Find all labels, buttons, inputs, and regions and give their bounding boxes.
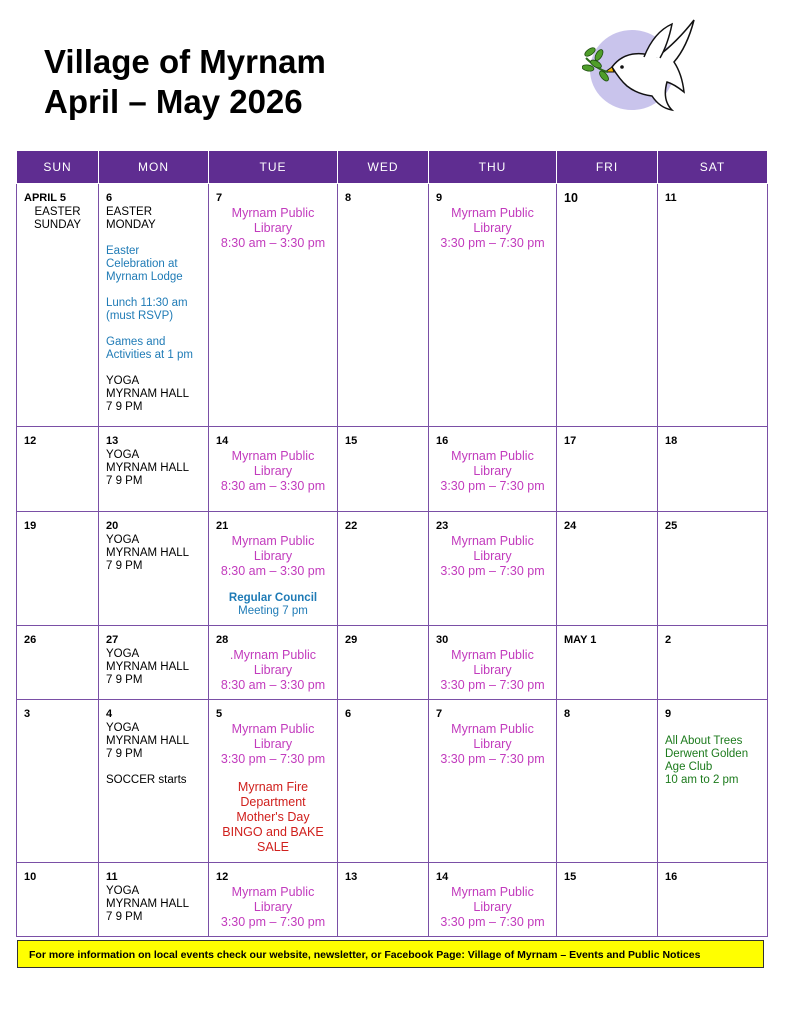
weekday-tue: TUE bbox=[209, 151, 338, 184]
day-cell-may-6: 6 bbox=[338, 700, 429, 863]
event-yoga: YOGA MYRNAM HALL 7 9 PM bbox=[106, 534, 190, 572]
dove-with-olive-branch-icon bbox=[582, 12, 702, 117]
event-library: Myrnam Public Library 3:30 pm – 7:30 pm bbox=[440, 534, 545, 578]
holiday-label: MONDAY bbox=[106, 219, 156, 231]
weekday-thu: THU bbox=[429, 151, 557, 184]
event-lunch: Lunch 11:30 am (must RSVP) bbox=[106, 297, 188, 322]
day-cell-may-3: 3 bbox=[17, 700, 99, 863]
event-yoga: YOGA MYRNAM HALL 7 9 PM bbox=[106, 648, 190, 686]
week-row-6 bbox=[17, 863, 768, 937]
day-cell-apr-20: 20 YOGA MYRNAM HALL 7 9 PM bbox=[99, 512, 209, 626]
event-library: Myrnam Public Library 3:30 pm – 7:30 pm bbox=[440, 206, 545, 250]
event-library: .Myrnam Public Library 8:30 am – 3:30 pm bbox=[220, 648, 326, 692]
day-cell-apr-8 bbox=[338, 184, 429, 427]
day-number: 7 bbox=[216, 192, 223, 204]
week-row-4 bbox=[17, 626, 768, 700]
event-yoga: YOGA MYRNAM HALL 7 9 PM bbox=[106, 375, 190, 413]
info-footer-banner: For more information on local events check our website, newsletter, or Facebook Page: Village of Myrnam – Events and Public Notices bbox=[17, 940, 764, 968]
event-easter-celebration: Easter Celebration at Myrnam Lodge bbox=[106, 245, 183, 283]
day-cell-may-7: 7 Myrnam Public Library 3:30 pm – 7:30 pm bbox=[429, 700, 557, 863]
day-number: 6 bbox=[106, 192, 113, 204]
day-cell-may-12: 12 Myrnam Public Library 3:30 pm – 7:30 pm bbox=[209, 863, 338, 937]
day-cell-apr-7 bbox=[209, 184, 338, 427]
weekday-sat: SAT bbox=[658, 151, 768, 184]
calendar-grid bbox=[16, 150, 768, 937]
day-cell-apr-19: 19 bbox=[17, 512, 99, 626]
weekday-wed: WED bbox=[338, 151, 429, 184]
weekday-header-row bbox=[17, 151, 768, 184]
day-cell-apr-10 bbox=[557, 184, 658, 427]
day-cell-may-1: MAY 1 bbox=[557, 626, 658, 700]
holiday-label: SUNDAY bbox=[33, 219, 82, 231]
day-cell-may-13: 13 bbox=[338, 863, 429, 937]
day-cell-may-14: 14 Myrnam Public Library 3:30 pm – 7:30 pm bbox=[429, 863, 557, 937]
event-yoga: YOGA MYRNAM HALL 7 9 PM bbox=[106, 722, 190, 760]
event-library: Myrnam Public Library 3:30 pm – 7:30 pm bbox=[440, 449, 545, 493]
event-council-meeting: Regular Council Meeting 7 pm bbox=[228, 592, 318, 617]
event-library: Myrnam Public Library 3:30 pm – 7:30 pm bbox=[440, 885, 545, 929]
day-cell-apr-17: 17 bbox=[557, 427, 658, 512]
day-cell-apr-22: 22 bbox=[338, 512, 429, 626]
weekday-mon: MON bbox=[99, 151, 209, 184]
day-cell-apr-21: 21 Myrnam Public Library 8:30 am – 3:30 pm Regular Council Meeting 7 pm bbox=[209, 512, 338, 626]
day-cell-may-5: 5 Myrnam Public Library 3:30 pm – 7:30 pm Myrnam Fire Department Mother's Day BINGO and BAKE SALE bbox=[209, 700, 338, 863]
day-cell-apr-5 bbox=[17, 184, 99, 427]
day-cell-apr-6 bbox=[99, 184, 209, 427]
title-village: Village of Myrnam bbox=[44, 43, 326, 80]
day-number: 9 bbox=[436, 192, 443, 204]
day-cell-apr-12: 12 bbox=[17, 427, 99, 512]
event-games: Games and Activities at 1 pm bbox=[106, 336, 193, 361]
week-row-1 bbox=[17, 184, 768, 427]
day-cell-apr-29: 29 bbox=[338, 626, 429, 700]
day-cell-apr-16: 16 Myrnam Public Library 3:30 pm – 7:30 pm bbox=[429, 427, 557, 512]
weekday-fri: FRI bbox=[557, 151, 658, 184]
day-cell-apr-24: 24 bbox=[557, 512, 658, 626]
event-yoga: YOGA MYRNAM HALL 7 9 PM bbox=[106, 449, 190, 487]
title-months: April – May 2026 bbox=[44, 83, 303, 120]
day-cell-apr-28: 28 .Myrnam Public Library 8:30 am – 3:30 pm bbox=[209, 626, 338, 700]
day-cell-apr-23: 23 Myrnam Public Library 3:30 pm – 7:30 pm bbox=[429, 512, 557, 626]
event-library: Myrnam Public Library 3:30 pm – 7:30 pm bbox=[440, 722, 545, 766]
weekday-sun: SUN bbox=[17, 151, 99, 184]
day-cell-apr-9 bbox=[429, 184, 557, 427]
holiday-label: EASTER bbox=[106, 206, 153, 218]
day-cell-apr-18: 18 bbox=[658, 427, 768, 512]
day-cell-may-11: 11 YOGA MYRNAM HALL 7 9 PM bbox=[99, 863, 209, 937]
day-cell-apr-13: 13 YOGA MYRNAM HALL 7 9 PM bbox=[99, 427, 209, 512]
event-library: Myrnam Public Library 3:30 pm – 7:30 pm bbox=[220, 722, 326, 766]
day-cell-may-10: 10 bbox=[17, 863, 99, 937]
event-soccer: SOCCER starts bbox=[106, 774, 187, 786]
day-number: 11 bbox=[665, 192, 677, 204]
day-cell-apr-11 bbox=[658, 184, 768, 427]
event-yoga: YOGA MYRNAM HALL 7 9 PM bbox=[106, 885, 190, 923]
day-cell-apr-14: 14 Myrnam Public Library 8:30 am – 3:30 pm bbox=[209, 427, 338, 512]
day-cell-may-8: 8 bbox=[557, 700, 658, 863]
event-library: Myrnam Public Library 8:30 am – 3:30 pm bbox=[220, 449, 326, 493]
day-cell-may-15: 15 bbox=[557, 863, 658, 937]
week-row-5 bbox=[17, 700, 768, 863]
event-bingo-bake-sale: Myrnam Fire Department Mother's Day BINGO and BAKE SALE bbox=[222, 780, 324, 854]
week-row-3 bbox=[17, 512, 768, 626]
event-library: Myrnam Public Library 3:30 pm – 7:30 pm bbox=[440, 648, 545, 692]
day-cell-apr-25: 25 bbox=[658, 512, 768, 626]
day-number: 10 bbox=[564, 191, 578, 205]
event-library: Myrnam Public Library 3:30 pm – 7:30 pm bbox=[220, 885, 326, 929]
day-number: APRIL 5 bbox=[24, 192, 66, 204]
day-cell-may-9: 9 All About Trees Derwent Golden Age Club 10 am to 2 pm bbox=[658, 700, 768, 863]
event-library: Myrnam Public Library 8:30 am – 3:30 pm bbox=[220, 534, 326, 578]
day-cell-may-16: 16 bbox=[658, 863, 768, 937]
day-cell-apr-15: 15 bbox=[338, 427, 429, 512]
day-cell-apr-30: 30 Myrnam Public Library 3:30 pm – 7:30 pm bbox=[429, 626, 557, 700]
day-cell-apr-26: 26 bbox=[17, 626, 99, 700]
day-cell-apr-27: 27 YOGA MYRNAM HALL 7 9 PM bbox=[99, 626, 209, 700]
week-row-2 bbox=[17, 427, 768, 512]
event-all-about-trees: All About Trees Derwent Golden Age Club 10 am to 2 pm bbox=[665, 735, 749, 786]
day-cell-may-2: 2 bbox=[658, 626, 768, 700]
page-title bbox=[44, 42, 326, 122]
holiday-label: EASTER bbox=[34, 206, 81, 218]
day-cell-may-4: 4 YOGA MYRNAM HALL 7 9 PM SOCCER starts bbox=[99, 700, 209, 863]
event-library: Myrnam Public Library 8:30 am – 3:30 pm bbox=[220, 206, 326, 250]
day-number: 8 bbox=[345, 192, 352, 204]
